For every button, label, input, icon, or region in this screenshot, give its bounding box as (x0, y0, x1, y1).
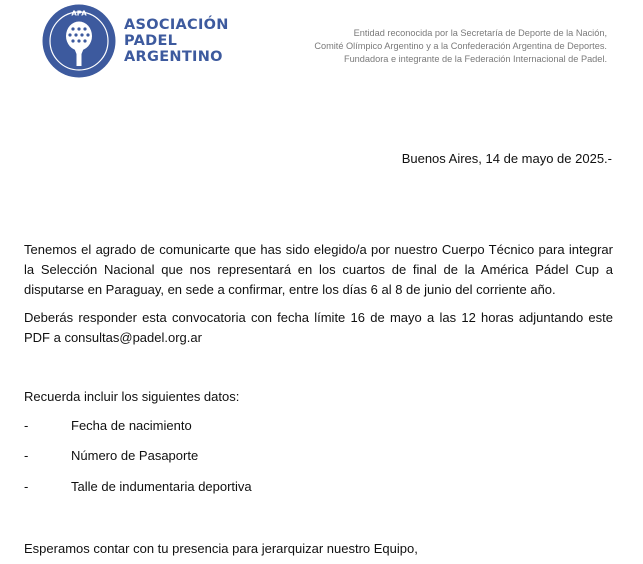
closing-line: Esperamos contar con tu presencia para jerarquizar nuestro Equipo, (24, 541, 418, 556)
org-name-line-2: PADEL (124, 33, 178, 49)
logo-badge-text: APA (71, 9, 87, 18)
list-bullet: - (24, 448, 29, 463)
list-bullet: - (24, 418, 29, 433)
list-item-text: Talle de indumentaria deportiva (71, 479, 252, 494)
info-line-3: Fundadora e integrante de la Federación Internacional de Padel. (343, 54, 607, 64)
info-line-1: Entidad reconocida por la Secretaría de Deporte de la Nación, (353, 28, 607, 38)
paragraph-selection-notice: Tenemos el agrado de comunicarte que has sido elegido/a por nuestro Cuerpo Técnico para integrar la Selección Nacional que nos representará en los cuartos de final de la América Pádel Cup a disputarse en Paraguay, en sede a confirmar, entre los días 6 al 8 de junio del corriente año. (24, 242, 613, 297)
apa-logo (40, 2, 118, 80)
paragraph-response-deadline: Deberás responder esta convocatoria con fecha límite 16 de mayo a las 12 horas adjuntando este PDF a consultas@padel.org.ar (24, 310, 613, 345)
list-bullet: - (24, 479, 29, 494)
letter-date: Buenos Aires, 14 de mayo de 2025.- (401, 151, 612, 166)
org-name-line-1: ASOCIACIÓN (124, 17, 229, 33)
list-intro: Recuerda incluir los siguientes datos: (24, 389, 240, 404)
info-line-2: Comité Olímpico Argentino y a la Confederación Argentina de Deportes. (314, 41, 607, 51)
letterhead-info (267, 27, 607, 66)
organization-name (124, 17, 229, 65)
list-item-text: Fecha de nacimiento (71, 418, 192, 433)
list-item-text: Número de Pasaporte (71, 448, 199, 463)
org-name-line-3: ARGENTINO (124, 49, 223, 65)
